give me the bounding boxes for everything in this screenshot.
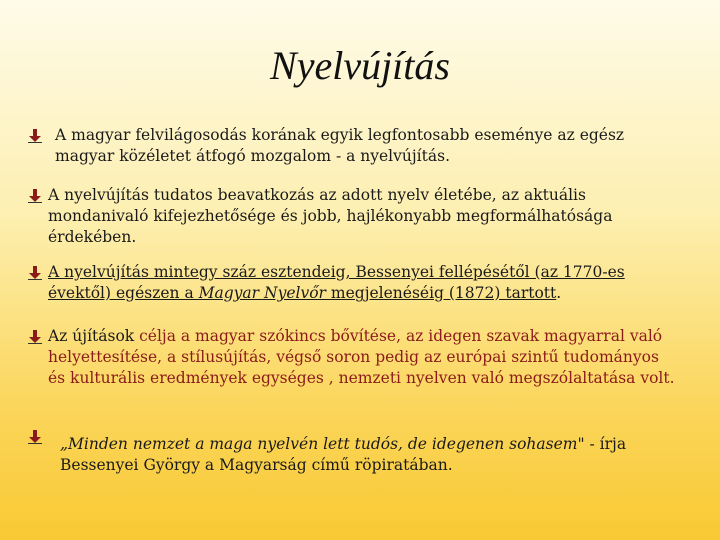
arrow-down-bullet-icon [28, 189, 42, 203]
paragraph-4-line-1-highlight: célja a magyar szókincs bővítése, az idegen szavak magyarral való [139, 327, 663, 345]
slide-title: Nyelvújítás [270, 43, 450, 88]
paragraph-4-line-3: és kulturális eredmények egységes , nemzeti nyelven való megszólaltatása volt. [48, 369, 675, 387]
paragraph-5-line-2: Bessenyei György a Magyarság című röpiratában. [60, 456, 453, 474]
arrow-down-bullet-icon [28, 330, 42, 344]
paragraph-3-line-2-start: évektől) egészen a [48, 284, 199, 302]
arrow-down-bullet-icon [28, 129, 42, 143]
paragraph-2-line-1: A nyelvújítás tudatos beavatkozás az adott nyelv életébe, az aktuális [48, 186, 586, 204]
paragraph-4-line-1-start: Az újítások [48, 327, 140, 345]
paragraph-3-line-2 [48, 283, 625, 304]
paragraph-2 [48, 185, 612, 248]
paragraph-4 [48, 326, 675, 389]
paragraph-1-line-2: magyar közéletet átfogó mozgalom - a nyelvújítás. [55, 147, 450, 165]
paragraph-5 [60, 434, 626, 476]
paragraph-5-line-1-end: - írja [584, 435, 627, 453]
arrow-down-bullet-icon [28, 430, 42, 444]
magyar-nyelvor-title: Magyar Nyelvőr [198, 284, 326, 302]
paragraph-3-line-2-end: megjelenéséig (1872) tartott [325, 284, 557, 302]
paragraph-4-line-1 [48, 326, 675, 347]
paragraph-3 [48, 262, 625, 304]
paragraph-5-line-1 [60, 434, 626, 455]
paragraph-3-period: . [556, 284, 562, 302]
paragraph-1-line-1: A magyar felvilágosodás korának egyik legfontosabb eseménye az egész [55, 126, 625, 144]
bessenyei-quote: „Minden nemzet a maga nyelvén lett tudós, de idegenen sohasem" [60, 435, 585, 453]
paragraph-1 [55, 125, 624, 167]
paragraph-3-line-1: A nyelvújítás mintegy száz esztendeig, Bessenyei fellépésétől (az 1770-es [48, 263, 625, 281]
paragraph-4-line-2: helyettesítése, a stílusújítás, végső soron pedig az európai szintű tudományos [48, 348, 659, 366]
paragraph-2-line-2: mondanivaló kifejezhetősége és jobb, hajlékonyabb megformálhatósága [48, 207, 613, 225]
paragraph-2-line-3: érdekében. [48, 228, 137, 246]
arrow-down-bullet-icon [28, 266, 42, 280]
